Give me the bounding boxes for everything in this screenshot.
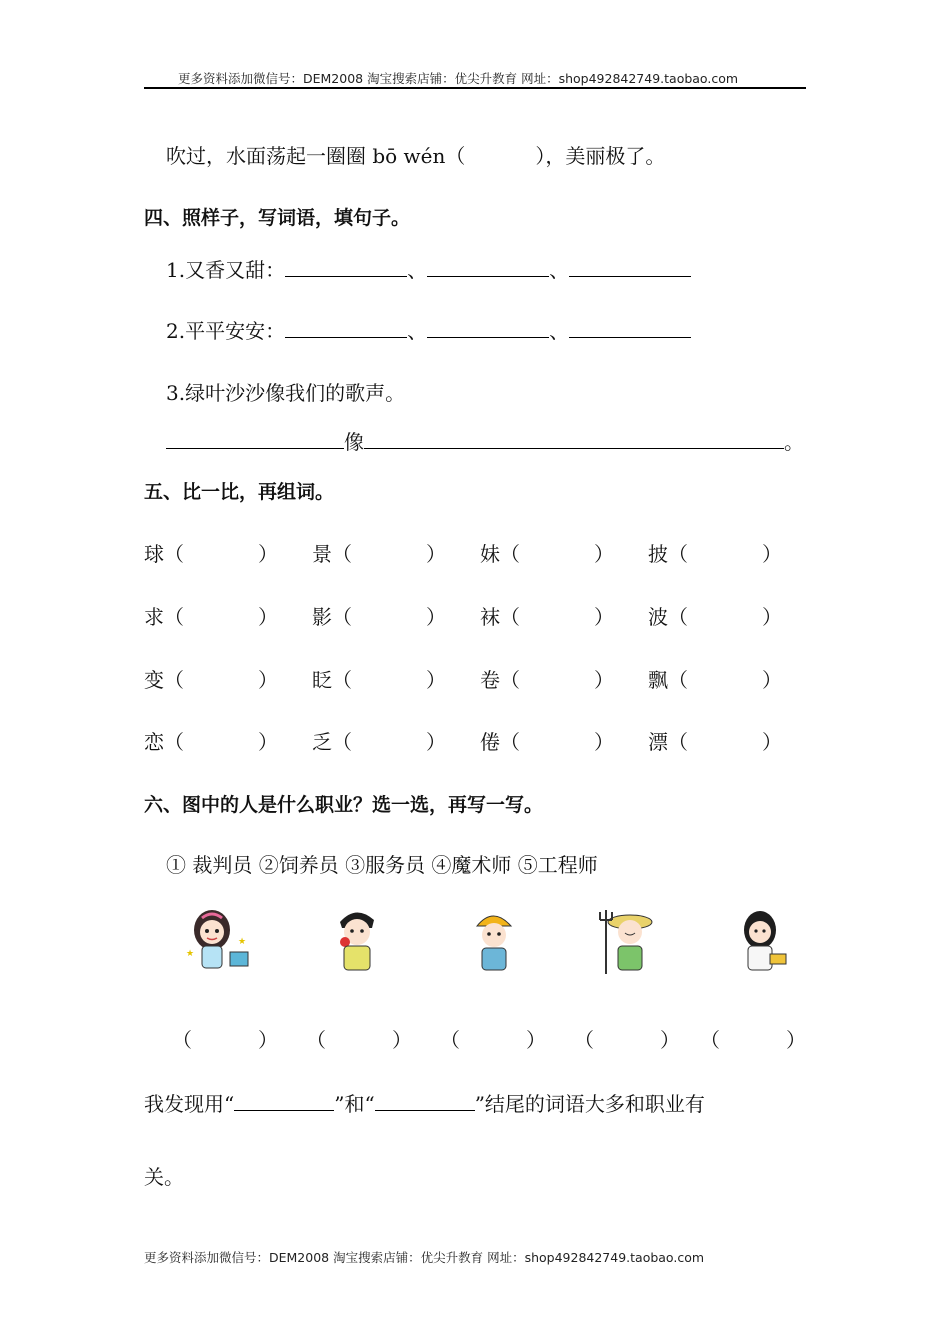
section5-title: 五、比一比，再组词。	[144, 481, 335, 503]
sep: 、	[549, 258, 570, 282]
compare-cell	[144, 664, 278, 693]
compare-char: 求	[144, 605, 164, 629]
conclusion-c: ”结尾的词语大多和职业有	[474, 1092, 705, 1116]
magician-girl-icon	[178, 900, 258, 980]
compare-char: 飘	[648, 668, 668, 692]
section4-item3: 3.绿叶沙沙像我们的歌声。	[166, 381, 406, 405]
open-paren: （	[332, 730, 352, 754]
compare-char: 变	[144, 668, 164, 692]
close-paren: ）	[426, 605, 446, 629]
picture-answer	[172, 1024, 278, 1053]
compare-cell	[144, 601, 278, 630]
item2-blank-3[interactable]	[569, 319, 691, 338]
conclusion-b: ”和“	[334, 1092, 375, 1116]
close-paren: ）	[762, 730, 782, 754]
close-paren: ）	[258, 730, 278, 754]
open-paren: （	[440, 1028, 460, 1052]
open-paren: （	[500, 668, 520, 692]
picture-answer	[574, 1024, 680, 1053]
compare-cell	[312, 726, 446, 755]
intro-before: 吹过，水面荡起一圈圈 bō wén（	[166, 144, 466, 168]
item1-blank-2[interactable]	[427, 258, 549, 277]
open-paren: （	[332, 605, 352, 629]
close-paren: ）	[426, 730, 446, 754]
close-paren: ）	[594, 542, 614, 566]
sep: 、	[407, 258, 428, 282]
open-paren: （	[668, 605, 688, 629]
open-paren: （	[574, 1028, 594, 1052]
compare-char: 球	[144, 542, 164, 566]
intro-line	[166, 140, 665, 169]
close-paren: ）	[786, 1028, 806, 1052]
conclusion-line-1	[144, 1088, 705, 1117]
open-paren: （	[500, 542, 520, 566]
compare-cell	[312, 538, 446, 567]
compare-char: 倦	[480, 730, 500, 754]
conclusion-line-2: 关。	[144, 1165, 184, 1189]
close-paren: ）	[258, 542, 278, 566]
open-paren: （	[332, 542, 352, 566]
open-paren: （	[164, 730, 184, 754]
conclusion-a: 我发现用“	[144, 1092, 235, 1116]
close-paren: ）	[258, 668, 278, 692]
compare-cell	[312, 664, 446, 693]
compare-char: 恋	[144, 730, 164, 754]
compare-char: 妹	[480, 542, 500, 566]
compare-char: 乏	[312, 730, 332, 754]
picture-answer	[306, 1024, 412, 1053]
open-paren: （	[500, 730, 520, 754]
open-paren: （	[668, 730, 688, 754]
compare-char: 景	[312, 542, 332, 566]
sep: 、	[549, 319, 570, 343]
page-header: 更多资料添加微信号：DEM2008 淘宝搜索店铺：优尖升教育 网址：shop492842749.taobao.com	[178, 71, 739, 86]
sep: 、	[407, 319, 428, 343]
close-paren: ）	[762, 605, 782, 629]
header-rule	[144, 87, 806, 89]
picture-answer	[700, 1024, 806, 1053]
compare-cell	[144, 538, 278, 567]
item2-label: 2.平平安安：	[166, 319, 286, 343]
svg-text:★: ★	[186, 949, 195, 959]
open-paren: （	[172, 1028, 192, 1052]
close-paren: ）	[258, 1028, 278, 1052]
open-paren: （	[306, 1028, 326, 1052]
boy-with-flower-icon	[318, 900, 398, 980]
compare-char: 影	[312, 605, 332, 629]
close-paren: ）	[258, 605, 278, 629]
close-paren: ）	[392, 1028, 412, 1052]
compare-char: 披	[648, 542, 668, 566]
open-paren: （	[668, 668, 688, 692]
item2-blank-2[interactable]	[427, 319, 549, 338]
compare-char: 眨	[312, 668, 332, 692]
page-footer: 更多资料添加微信号：DEM2008 淘宝搜索店铺：优尖升教育 网址：shop492842749.taobao.com	[144, 1250, 705, 1265]
conclusion-blank-1[interactable]	[234, 1092, 334, 1111]
close-paren: ）	[526, 1028, 546, 1052]
compare-char: 漂	[648, 730, 668, 754]
close-paren: ）	[594, 668, 614, 692]
svg-text:★: ★	[238, 937, 247, 947]
close-paren: ）	[426, 542, 446, 566]
compare-cell	[480, 601, 614, 630]
section4-title: 四、照样子，写词语，填句子。	[144, 207, 411, 229]
open-paren: （	[164, 668, 184, 692]
item1-blank-3[interactable]	[569, 258, 691, 277]
open-paren: （	[332, 668, 352, 692]
open-paren: （	[668, 542, 688, 566]
compare-cell	[648, 726, 782, 755]
compare-cell	[144, 726, 278, 755]
item1-label: 1.又香又甜：	[166, 258, 286, 282]
open-paren: （	[164, 542, 184, 566]
section4-item2	[166, 315, 691, 344]
compare-cell	[480, 538, 614, 567]
open-paren: （	[700, 1028, 720, 1052]
compare-cell	[480, 664, 614, 693]
section4-sentence	[166, 426, 804, 455]
close-paren: ）	[594, 730, 614, 754]
compare-char: 卷	[480, 668, 500, 692]
compare-char: 袜	[480, 605, 500, 629]
close-paren: ）	[762, 542, 782, 566]
compare-cell	[648, 601, 782, 630]
sentence-blank-1[interactable]	[166, 430, 344, 449]
section4-item1	[166, 254, 691, 283]
compare-cell	[480, 726, 614, 755]
job-options: ① 裁判员 ②饲养员 ③服务员 ④魔术师 ⑤工程师	[166, 853, 598, 877]
compare-char: 波	[648, 605, 668, 629]
section6-title: 六、图中的人是什么职业？选一选，再写一写。	[144, 794, 544, 816]
period: 。	[784, 430, 804, 454]
close-paren: ）	[594, 605, 614, 629]
sentence-blank-2[interactable]	[364, 430, 784, 449]
like-word: 像	[344, 430, 364, 454]
close-paren: ）	[426, 668, 446, 692]
compare-cell	[648, 664, 782, 693]
open-paren: （	[500, 605, 520, 629]
item1-blank-1[interactable]	[285, 258, 407, 277]
open-paren: （	[164, 605, 184, 629]
compare-cell	[648, 538, 782, 567]
item2-blank-1[interactable]	[285, 319, 407, 338]
close-paren: ）	[660, 1028, 680, 1052]
waitress-girl-icon	[724, 900, 804, 980]
intro-after: ），美丽极了。	[535, 144, 666, 168]
conclusion-blank-2[interactable]	[375, 1092, 475, 1111]
worker-with-helmet-icon	[455, 900, 535, 980]
farmer-with-fork-icon	[590, 900, 670, 980]
close-paren: ）	[762, 668, 782, 692]
picture-answer	[440, 1024, 546, 1053]
compare-cell	[312, 601, 446, 630]
